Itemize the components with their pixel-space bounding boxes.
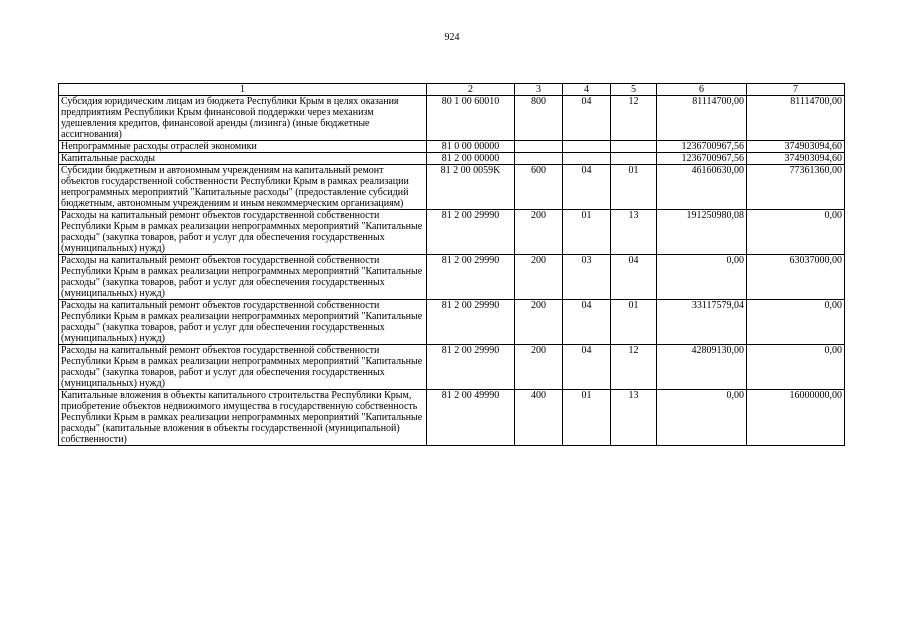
expense-type-cell: 200: [515, 255, 563, 300]
table-row: [59, 255, 845, 300]
column-header: 3: [515, 84, 563, 96]
row-name-cell: Расходы на капитальный ремонт объектов государственной собственности Республики Крым в рамках реализации непрограммных мероприятий "Капитальные расходы" (закупка товаров, работ и услуг для обеспечения государственных (муниципальных) нужд): [59, 300, 427, 345]
row-name-cell: Капитальные расходы: [59, 153, 427, 165]
section-cell: 04: [563, 165, 611, 210]
amount-year-2-cell: 16000000,00: [747, 390, 845, 446]
amount-year-2-cell: 63037000,00: [747, 255, 845, 300]
target-code-cell: 81 2 00 00000: [427, 153, 515, 165]
target-code-cell: 81 0 00 00000: [427, 141, 515, 153]
subsection-cell: 04: [611, 255, 657, 300]
target-code-cell: 81 2 00 29990: [427, 255, 515, 300]
page-number: 924: [444, 32, 460, 43]
target-code-cell: 81 2 00 0059K: [427, 165, 515, 210]
table-row: [59, 210, 845, 255]
section-cell: 03: [563, 255, 611, 300]
amount-year-1-cell: 46160630,00: [657, 165, 747, 210]
amount-year-2-cell: 0,00: [747, 210, 845, 255]
column-header: 5: [611, 84, 657, 96]
amount-year-1-cell: 81114700,00: [657, 96, 747, 141]
table-row: [59, 153, 845, 165]
amount-year-1-cell: 42809130,00: [657, 345, 747, 390]
amount-year-2-cell: 374903094,60: [747, 141, 845, 153]
section-cell: 01: [563, 390, 611, 446]
amount-year-1-cell: 1236700967,56: [657, 141, 747, 153]
row-name-cell: Субсидия юридическим лицам из бюджета Республики Крым в целях оказания предприятиям Республики Крым финансовой поддержки через механизм удешевления кредитов, финансовой аренды (лизинга) (иные бюджетные ассигнования): [59, 96, 427, 141]
subsection-cell: 12: [611, 345, 657, 390]
subsection-cell: 12: [611, 96, 657, 141]
row-name-cell: Расходы на капитальный ремонт объектов государственной собственности Республики Крым в рамках реализации непрограммных мероприятий "Капитальные расходы" (закупка товаров, работ и услуг для обеспечения государственных (муниципальных) нужд): [59, 255, 427, 300]
section-cell: [563, 141, 611, 153]
amount-year-2-cell: 77361360,00: [747, 165, 845, 210]
column-header: 2: [427, 84, 515, 96]
column-header: 7: [747, 84, 845, 96]
target-code-cell: 81 2 00 29990: [427, 300, 515, 345]
row-name-cell: Расходы на капитальный ремонт объектов государственной собственности Республики Крым в рамках реализации непрограммных мероприятий "Капитальные расходы" (закупка товаров, работ и услуг для обеспечения государственных (муниципальных) нужд): [59, 210, 427, 255]
section-cell: [563, 153, 611, 165]
column-header: 4: [563, 84, 611, 96]
expense-type-cell: 200: [515, 345, 563, 390]
table-row: [59, 390, 845, 446]
subsection-cell: 01: [611, 300, 657, 345]
row-name-cell: Расходы на капитальный ремонт объектов государственной собственности Республики Крым в рамках реализации непрограммных мероприятий "Капитальные расходы" (закупка товаров, работ и услуг для обеспечения государственных (муниципальных) нужд): [59, 345, 427, 390]
amount-year-1-cell: 0,00: [657, 255, 747, 300]
target-code-cell: 81 2 00 29990: [427, 345, 515, 390]
table-row: [59, 300, 845, 345]
column-header: 1: [59, 84, 427, 96]
target-code-cell: 80 1 00 60010: [427, 96, 515, 141]
expense-type-cell: 400: [515, 390, 563, 446]
table-row: [59, 141, 845, 153]
expense-type-cell: 600: [515, 165, 563, 210]
amount-year-1-cell: 191250980,08: [657, 210, 747, 255]
table-body: [59, 96, 845, 446]
section-cell: 04: [563, 345, 611, 390]
row-name-cell: Субсидии бюджетным и автономным учреждениям на капитальный ремонт объектов государственной собственности Республики Крым в рамках реализации непрограммных мероприятий "Капитальные расходы" (предоставление субсидий бюджетным, автономным учреждениям и иным некоммерческим организациям): [59, 165, 427, 210]
table-row: [59, 165, 845, 210]
row-name-cell: Капитальные вложения в объекты капитального строительства Республики Крым, приобретение объектов недвижимого имущества в государственную собственность Республики Крым в рамках реализации непрограммных мероприятий "Капитальные расходы" (капитальные вложения в объекты государственной (муниципальной) собственности): [59, 390, 427, 446]
amount-year-1-cell: 0,00: [657, 390, 747, 446]
subsection-cell: 13: [611, 210, 657, 255]
table-header: [59, 84, 845, 96]
expense-type-cell: [515, 141, 563, 153]
target-code-cell: 81 2 00 29990: [427, 210, 515, 255]
section-cell: 04: [563, 96, 611, 141]
table-row: [59, 345, 845, 390]
budget-table: [58, 83, 845, 446]
amount-year-2-cell: 374903094,60: [747, 153, 845, 165]
expense-type-cell: 800: [515, 96, 563, 141]
subsection-cell: [611, 141, 657, 153]
amount-year-1-cell: 1236700967,56: [657, 153, 747, 165]
amount-year-2-cell: 81114700,00: [747, 96, 845, 141]
section-cell: 01: [563, 210, 611, 255]
section-cell: 04: [563, 300, 611, 345]
expense-type-cell: 200: [515, 210, 563, 255]
amount-year-1-cell: 33117579,04: [657, 300, 747, 345]
row-name-cell: Непрограммные расходы отраслей экономики: [59, 141, 427, 153]
table-row: [59, 96, 845, 141]
subsection-cell: 01: [611, 165, 657, 210]
amount-year-2-cell: 0,00: [747, 300, 845, 345]
expense-type-cell: 200: [515, 300, 563, 345]
target-code-cell: 81 2 00 49990: [427, 390, 515, 446]
column-header: 6: [657, 84, 747, 96]
subsection-cell: [611, 153, 657, 165]
subsection-cell: 13: [611, 390, 657, 446]
amount-year-2-cell: 0,00: [747, 345, 845, 390]
column-number-row: [59, 84, 845, 96]
expense-type-cell: [515, 153, 563, 165]
